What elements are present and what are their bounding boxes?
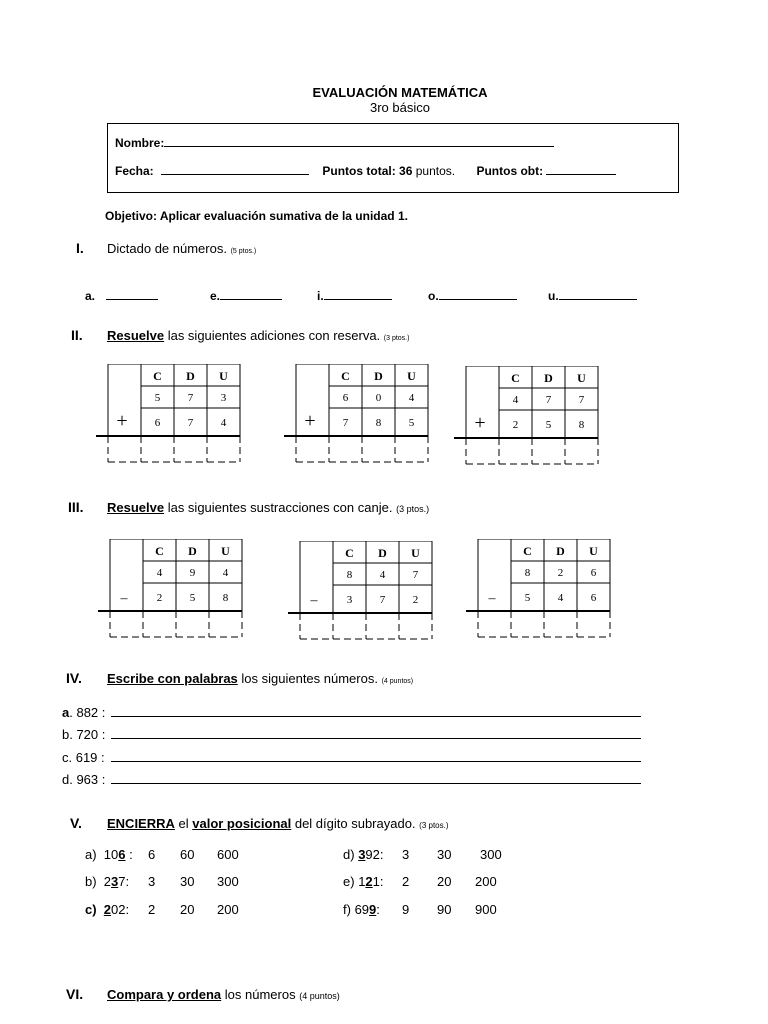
total-label: Puntos total: <box>322 164 396 178</box>
option-d-3[interactable]: 300 <box>480 847 502 862</box>
option-a-3[interactable]: 600 <box>217 847 239 862</box>
operation-sign: – <box>488 591 496 606</box>
answer-cell[interactable] <box>368 615 397 637</box>
option-b-2[interactable]: 30 <box>180 874 195 889</box>
option-d-1[interactable]: 3 <box>402 847 410 862</box>
column-header: D <box>374 369 383 383</box>
operation-sign: – <box>310 593 318 608</box>
place-value-item-b: b) 237: <box>85 874 130 889</box>
top-digit: 8 <box>346 569 353 581</box>
bottom-digit: 5 <box>524 592 531 604</box>
answer-cell[interactable] <box>211 613 240 635</box>
answer-cell[interactable] <box>579 613 608 635</box>
section-6-number: VI. <box>66 986 84 1002</box>
answer-cell[interactable] <box>331 438 360 460</box>
dictation-i-field[interactable] <box>324 287 392 300</box>
top-digit: 8 <box>524 567 531 579</box>
column-header: D <box>186 369 195 383</box>
column-header: C <box>523 544 532 558</box>
dictation-u: u. <box>548 287 637 303</box>
objective-text: Objetivo: Aplicar evaluación sumativa de la unidad 1. <box>105 209 408 223</box>
section-1-title: Dictado de números. (5 ptos.) <box>107 241 257 256</box>
section-2-title: Resuelve las siguientes adiciones con reserva. (3 ptos.) <box>107 328 410 343</box>
operation-sign: – <box>120 591 128 606</box>
top-digit: 2 <box>557 567 564 579</box>
option-f-3[interactable]: 900 <box>475 902 497 917</box>
page-title: EVALUACIÓN MATEMÁTICA <box>312 85 488 100</box>
option-b-3[interactable]: 300 <box>217 874 239 889</box>
option-a-1[interactable]: 6 <box>148 847 156 862</box>
option-e-3[interactable]: 200 <box>475 874 497 889</box>
answer-cell[interactable] <box>335 615 364 637</box>
top-digit: 0 <box>375 392 382 404</box>
words-item-b: b. 720 : <box>62 727 106 742</box>
page-subtitle: 3ro básico <box>370 100 430 115</box>
dictation-i: i. <box>317 287 392 303</box>
words-item-d: d. 963 : <box>62 772 106 787</box>
answer-cell[interactable] <box>176 438 205 460</box>
bottom-digit: 2 <box>512 419 519 431</box>
total-unit: puntos. <box>415 164 456 178</box>
column-header: D <box>556 544 565 558</box>
operation-sign: + <box>116 410 128 432</box>
top-digit: 7 <box>578 394 585 406</box>
top-digit: 7 <box>187 392 194 404</box>
name-label: Nombre: <box>115 136 165 150</box>
addition-grid-1 <box>96 364 246 466</box>
dictation-e: e. <box>210 287 282 303</box>
subtraction-grid-3 <box>466 539 616 641</box>
bottom-digit: 5 <box>189 592 196 604</box>
top-digit: 7 <box>545 394 552 406</box>
top-digit: 4 <box>156 567 163 579</box>
section-5-number: V. <box>70 815 82 831</box>
option-c-2[interactable]: 20 <box>180 902 195 917</box>
place-value-item-a: a) 106 : <box>85 847 133 862</box>
bottom-digit: 6 <box>590 592 597 604</box>
dictation-u-field[interactable] <box>559 287 637 300</box>
answer-cell[interactable] <box>364 438 393 460</box>
bottom-digit: 4 <box>220 417 227 429</box>
bottom-digit: 2 <box>412 594 419 606</box>
words-item-a: a. 882 : <box>62 705 106 720</box>
section-3-number: III. <box>68 499 84 515</box>
column-header: U <box>577 371 586 385</box>
total-value: 36 <box>399 164 413 178</box>
bottom-digit: 4 <box>557 592 564 604</box>
bottom-digit: 7 <box>379 594 386 606</box>
column-header: U <box>221 544 230 558</box>
top-digit: 5 <box>154 392 161 404</box>
bottom-digit: 2 <box>156 592 163 604</box>
top-digit: 6 <box>342 392 349 404</box>
obtained-field[interactable] <box>546 162 616 175</box>
answer-cell[interactable] <box>534 440 563 462</box>
obtained-label: Puntos obt: <box>476 164 544 178</box>
column-header: C <box>341 369 350 383</box>
addition-grid-2 <box>284 364 434 466</box>
bottom-digit: 7 <box>342 417 349 429</box>
words-line-d[interactable] <box>111 783 641 784</box>
answer-cell[interactable] <box>501 440 530 462</box>
top-digit: 9 <box>189 567 196 579</box>
top-digit: 3 <box>220 392 227 404</box>
option-c-3[interactable]: 200 <box>217 902 239 917</box>
place-value-item-d: d) 392: <box>343 847 384 862</box>
operation-sign: + <box>474 412 486 434</box>
top-digit: 4 <box>222 567 229 579</box>
answer-cell[interactable] <box>397 438 426 460</box>
student-info-box <box>107 123 679 193</box>
section-4-title: Escribe con palabras los siguientes números. (4 puntos) <box>107 671 414 686</box>
date-field[interactable] <box>161 162 309 175</box>
column-header: C <box>155 544 164 558</box>
option-f-1[interactable]: 9 <box>402 902 410 917</box>
addition-grid-3 <box>454 366 604 468</box>
dictation-a-field[interactable] <box>106 287 158 300</box>
option-f-2[interactable]: 90 <box>437 902 452 917</box>
bottom-digit: 3 <box>346 594 353 606</box>
option-e-1[interactable]: 2 <box>402 874 410 889</box>
bottom-digit: 5 <box>408 417 415 429</box>
column-header: C <box>511 371 520 385</box>
subtraction-grid-1 <box>98 539 248 641</box>
answer-cell[interactable] <box>401 615 430 637</box>
place-value-item-c: c) 202: <box>85 902 130 917</box>
operation-sign: + <box>304 410 316 432</box>
words-line-a[interactable] <box>111 716 641 717</box>
dictation-e-field[interactable] <box>220 287 282 300</box>
date-label: Fecha: <box>115 164 154 178</box>
place-value-item-e: e) 121: <box>343 874 384 889</box>
column-header: C <box>345 546 354 560</box>
top-digit: 7 <box>412 569 419 581</box>
bottom-digit: 8 <box>375 417 382 429</box>
answer-cell[interactable] <box>567 440 596 462</box>
subtraction-grid-2 <box>288 541 438 643</box>
bottom-digit: 8 <box>222 592 229 604</box>
place-value-item-f: f) 699: <box>343 902 380 917</box>
words-line-c[interactable] <box>111 761 641 762</box>
dictation-o: o. <box>428 287 517 303</box>
words-line-b[interactable] <box>111 738 641 739</box>
column-header: U <box>407 369 416 383</box>
column-header: D <box>544 371 553 385</box>
bottom-digit: 5 <box>545 419 552 431</box>
words-item-c: c. 619 : <box>62 750 105 765</box>
column-header: D <box>188 544 197 558</box>
answer-cell[interactable] <box>178 613 207 635</box>
column-header: D <box>378 546 387 560</box>
section-5-title: ENCIERRA el valor posicional del dígito subrayado. (3 ptos.) <box>107 816 449 831</box>
dictation-o-field[interactable] <box>439 287 517 300</box>
top-digit: 4 <box>408 392 415 404</box>
answer-cell[interactable] <box>143 438 172 460</box>
answer-cell[interactable] <box>145 613 174 635</box>
section-1-number: I. <box>76 240 84 256</box>
column-header: U <box>219 369 228 383</box>
bottom-digit: 7 <box>187 417 194 429</box>
top-digit: 4 <box>379 569 386 581</box>
answer-cell[interactable] <box>209 438 238 460</box>
option-c-1[interactable]: 2 <box>148 902 156 917</box>
column-header: U <box>411 546 420 560</box>
section-2-number: II. <box>71 327 83 343</box>
name-field[interactable] <box>164 134 554 147</box>
section-3-title: Resuelve las siguientes sustracciones con canje. (3 ptos.) <box>107 500 430 515</box>
dictation-a: a. <box>85 287 158 303</box>
bottom-digit: 8 <box>578 419 585 431</box>
answer-cell[interactable] <box>513 613 542 635</box>
top-digit: 6 <box>590 567 597 579</box>
option-a-2[interactable]: 60 <box>180 847 195 862</box>
answer-cell[interactable] <box>546 613 575 635</box>
option-e-2[interactable]: 20 <box>437 874 452 889</box>
column-header: C <box>153 369 162 383</box>
section-4-number: IV. <box>66 670 82 686</box>
column-header: U <box>589 544 598 558</box>
top-digit: 4 <box>512 394 519 406</box>
section-6-title: Compara y ordena los números (4 puntos) <box>107 987 340 1002</box>
option-b-1[interactable]: 3 <box>148 874 156 889</box>
bottom-digit: 6 <box>154 417 161 429</box>
option-d-2[interactable]: 30 <box>437 847 452 862</box>
